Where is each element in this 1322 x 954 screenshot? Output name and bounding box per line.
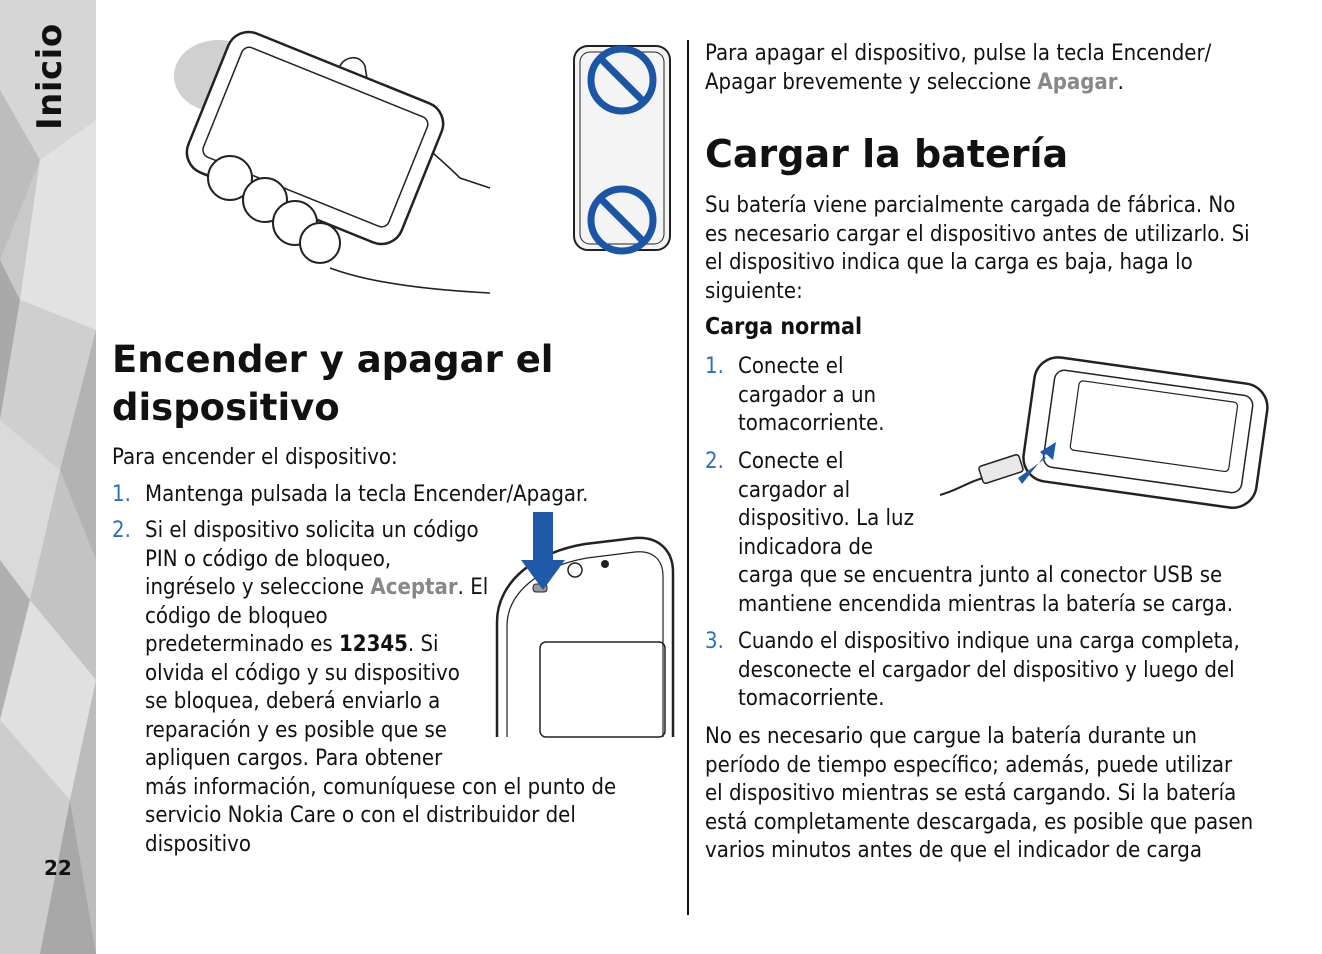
phone-in-hand-illustration: [170, 38, 510, 298]
section-title: Inicio: [30, 23, 70, 130]
final-paragraph: No es necesario que cargue la batería durante un período de tiempo específico; además, puede utilizar el dispositivo mientras se está cargando. Si la batería está completamente descargada, es posible que pasen varios minutos antes de que el indicador de carga: [705, 724, 1254, 863]
step-number: 2.: [705, 449, 724, 474]
step-number: 2.: [112, 518, 131, 543]
step-text: Conecte el cargador a un tomacorriente.: [738, 354, 885, 436]
step-text: Cuando el dispositivo indique una carga completa, desconecte el cargador del dispositivo y luego del tomacorriente.: [738, 629, 1240, 711]
battery-intro: Su batería viene parcialmente cargada de fábrica. No es necesario cargar el dispositivo antes de utilizarlo. Si el dispositivo indica que la carga es baja, haga lo siguiente:: [705, 193, 1250, 304]
intro-text: Para encender el dispositivo:: [112, 445, 398, 470]
step-number: 3.: [705, 629, 724, 654]
step-number: 1.: [112, 482, 131, 507]
usb-charger-illustration: [938, 350, 1268, 520]
no-cover-prohibited-icon: [572, 44, 672, 254]
page-title: Encender y apagar el dispositivo: [112, 338, 554, 429]
column-divider: [687, 40, 689, 915]
faceted-pattern-icon: [0, 0, 96, 954]
step-text: Si el dispositivo solicita un código PIN o código de bloqueo, ingréselo y seleccione Aceptar. El código de bloqueo predeterminado es 12345. Si olvida el código y su dispositivo se bloquea, deberá enviarlo a reparación y es posible que se apliquen cargos. Para obtener más información, comuníquese con el punto de servicio Nokia Care o con el distribuidor del dispositivo: [145, 518, 617, 857]
power-off-text: Para apagar el dispositivo, pulse la tecla Encender/ Apagar brevemente y seleccione Apagar.: [705, 41, 1212, 95]
subheading: Carga normal: [705, 314, 863, 340]
section-heading: Cargar la batería: [705, 132, 1069, 176]
power-key-arrow-illustration: [495, 512, 675, 737]
page-number: 22: [44, 856, 72, 880]
sidebar-decoration: [0, 0, 96, 954]
step-text: Mantenga pulsada la tecla Encender/Apagar.: [145, 482, 589, 507]
step-number: 1.: [705, 354, 724, 379]
step-text: Conecte el cargador al dispositivo. La luz indicadora de carga que se encuentra junto al conector USB se mantiene encendida mientras la batería se carga.: [738, 449, 1234, 617]
